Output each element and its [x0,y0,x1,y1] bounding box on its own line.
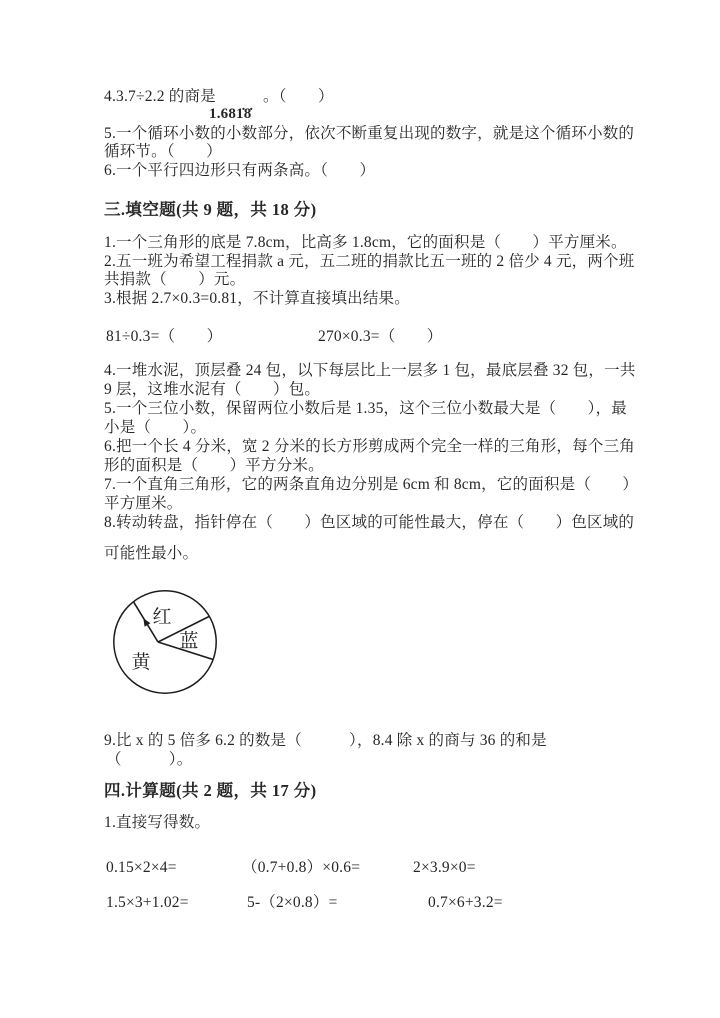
fill-q1-line: 1.一个三角形的底是 7.8cm，比高多 1.8cm，它的面积是（ ）平方厘米。 [104,234,627,251]
spinner-label-blue: 蓝 [179,631,199,652]
fill-q9-line1: 9.比 x 的 5 倍多 6.2 的数是（ ），8.4 除 x 的商与 36 的和是 [104,732,547,749]
fill-q5-line1: 5.一个三位小数，保留两位小数后是 1.35，这个三位小数最大是（ ），最 [104,400,627,417]
fill-q4-line1: 4.一堆水泥，顶层叠 24 包，以下每层比上一层多 1 包，最底层叠 32 包，一共 [104,362,636,379]
calc-expression: 1.5×3+1.02= [106,894,189,911]
fill-q3-blank-left: 81÷0.3=（ ） [106,328,223,345]
spinner-label-yellow: 黄 [131,652,151,673]
fill-q3-blank-right: 270×0.3=（ ） [318,328,443,345]
calc-section-title: 四.计算题(共 2 题，共 17 分) [104,781,317,800]
calc-expression: 0.7×6+3.2= [428,894,503,911]
calc-expression: （0.7+0.8）×0.6= [242,859,361,876]
fill-q6-line1: 6.把一个长 4 分米，宽 2 分米的长方形剪成两个完全一样的三角形，每个三角 [104,438,635,455]
judging-q6-line: 6.一个平行四边形只有两条高。（ ） [104,162,376,179]
fill-q7-line2: 平方厘米。 [104,495,183,512]
fill-q6-line2: 形的面积是（ ）平方分米。 [104,457,324,474]
spinner-pointer-icon [143,618,150,627]
fill-q3-line: 3.根据 2.7×0.3=0.81，不计算直接填出结果。 [104,290,410,307]
fill-q8-line1: 8.转动转盘，指针停在（ ）色区域的可能性最大，停在（ ）色区域的 [104,514,635,531]
fill-q7-line1: 7.一个直角三角形，它的两条直角边分别是 6cm 和 8cm，它的面积是（ ） [104,476,639,493]
judging-q4-repeating-decimal: 1.681̇8̇ [209,106,252,122]
fill-q9-line2: （ ）。 [106,751,193,768]
calc-expression: 0.15×2×4= [106,859,177,876]
judging-q5-line1: 5.一个循环小数的小数部分，依次不断重复出现的数字，就是这个循环小数的 [104,125,635,142]
calc-expression: 5-（2×0.8）= [247,894,338,911]
fill-q8-line2: 可能性最小。 [104,545,199,562]
judging-q5-line2: 循环节。（ ） [104,143,222,160]
spinner-label-red: 红 [152,607,172,628]
calc-q1-label: 1.直接写得数。 [104,814,211,831]
fill-q2-line2: 共捐款（ ）元。 [104,271,246,288]
spinner-wheel-figure [111,589,219,696]
fill-q4-line2: 9 层，这堆水泥有（ ）包。 [104,381,321,398]
fill-q5-line2: 小是（ ）。 [104,419,207,436]
calc-expression: 2×3.9×0= [413,859,476,876]
fill-section-title: 三.填空题(共 9 题，共 18 分) [104,200,317,219]
judging-q4-line: 4.3.7÷2.2 的商是 。（ ） [104,88,334,105]
fill-q2-line1: 2.五一班为希望工程捐款 a 元，五二班的捐款比五一班的 2 倍少 4 元，两个班 [104,253,635,270]
